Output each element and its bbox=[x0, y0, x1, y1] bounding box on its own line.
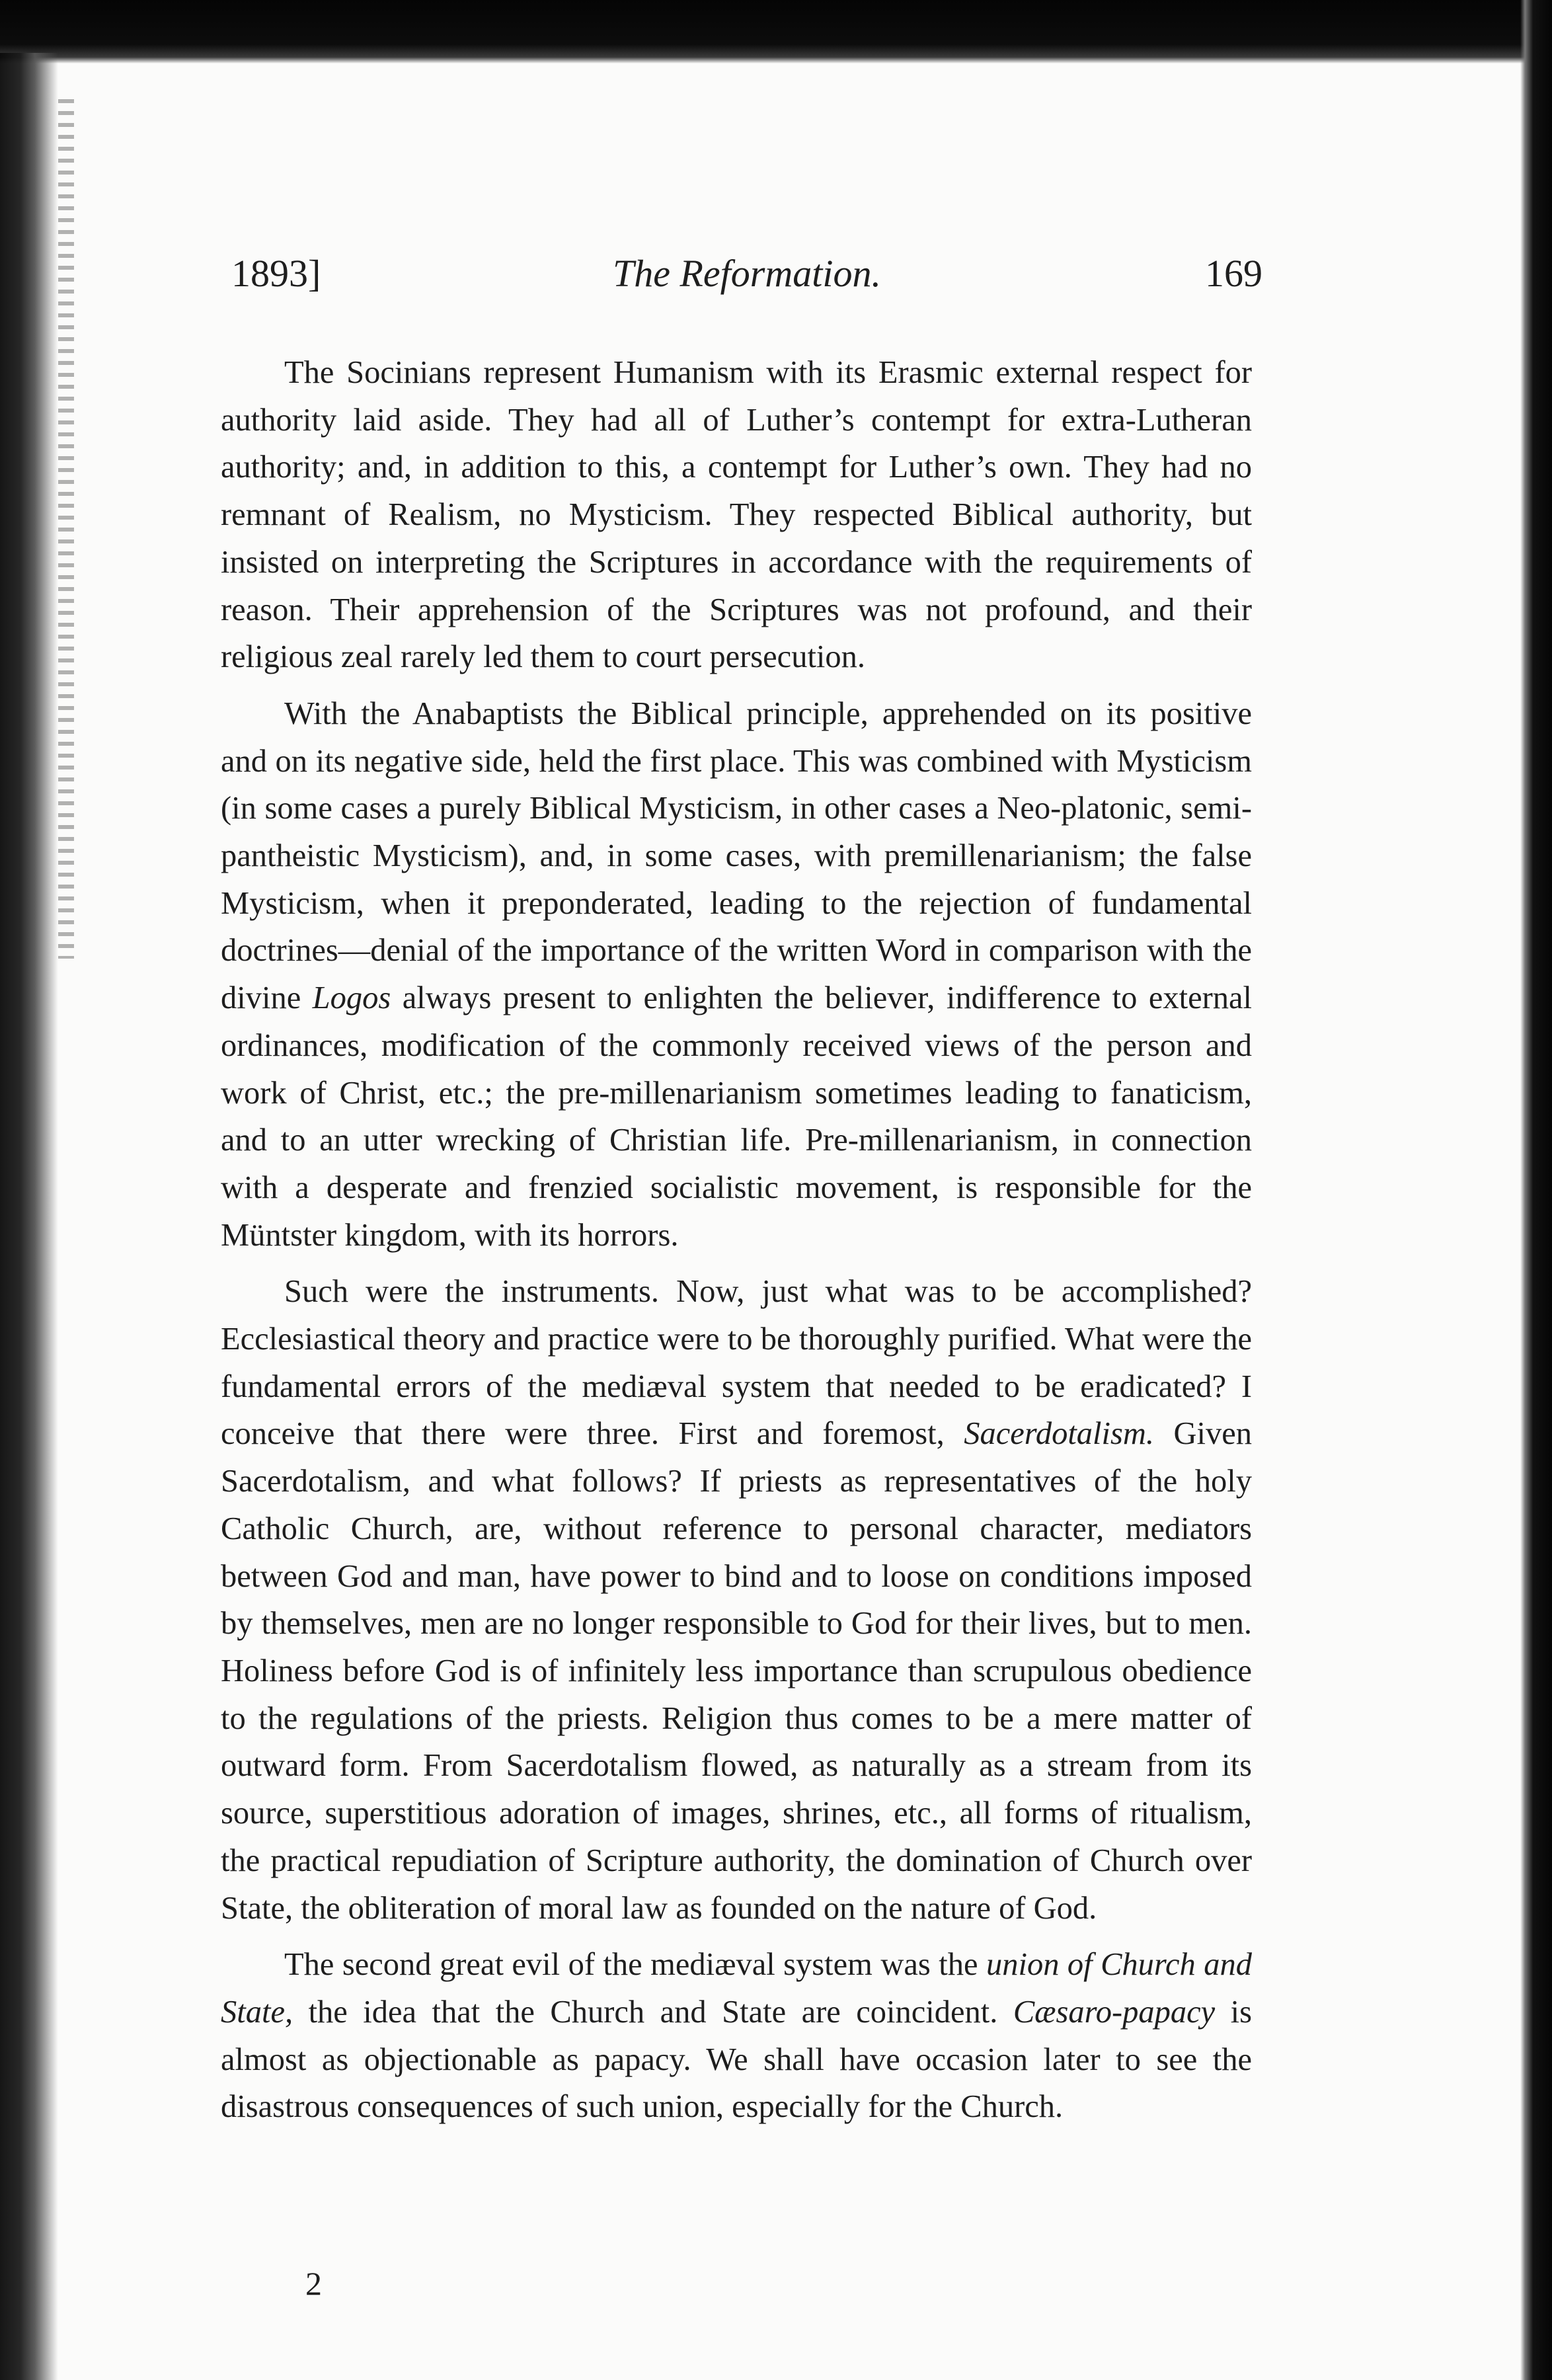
page-number: 169 bbox=[1205, 252, 1262, 295]
italic-segment: union of Church and State, bbox=[221, 1947, 1252, 2030]
text-segment: With the Anabaptists the Biblical principle, apprehended on its positive and on its negative side, held the first place. This was combined with Mysticism (in some cases a purely Biblical Mysticism, in other cases a Neo-platonic, semi-pantheistic Mysticism), and, in some cases, with premillenarianism; the false Mysticism, when it preponderated, leading to the rejection of fundamental doctrines—denial of the importance of the written Word in comparison with the divine bbox=[221, 695, 1252, 1016]
text-segment: always present to enlighten the believer, indifference to external ordinances, modification of the commonly received views of the person and work of Christ, etc.; the pre-millenarianism sometimes leading to fanaticism, and to an utter wrecking of Christian life. Pre-millenarianism, in connection with a desperate and frenzied socialistic movement, is responsible for the Müntster kingdom, with its horrors. bbox=[221, 980, 1252, 1253]
scan-binding-shadow bbox=[58, 99, 74, 959]
running-header bbox=[231, 251, 1262, 304]
running-title: The Reformation. bbox=[613, 252, 881, 295]
text-segment: The second great evil of the mediæval system was the bbox=[284, 1947, 986, 1983]
italic-segment: Logos bbox=[312, 980, 391, 1016]
italic-segment: Cæsaro-papacy bbox=[1013, 1994, 1216, 2030]
body-text bbox=[221, 349, 1252, 2131]
paragraph-socinians bbox=[221, 349, 1252, 681]
text-segment: Given Sacerdotalism, and what follows? If priests as representatives of the holy Catholic Church, are, without reference to personal character, mediators between God and man, have power to bind and to loose on conditions imposed by themselves, men are no longer responsible to God for their lives, but to men. Holiness before God is of infinitely less importance than scrupulous obedience to the regulations of the priests. Religion thus comes to be a mere matter of outward form. From Sacerdotalism flowed, as naturally as a stream from its source, superstitious adoration of images, shrines, etc., all forms of ritualism, the practical repudiation of Scripture authority, the domination of Church over State, the obliteration of moral law as founded on the nature of God. bbox=[221, 1416, 1252, 1926]
scan-right-edge bbox=[1520, 0, 1552, 2380]
italic-segment: Sacerdotalism. bbox=[964, 1416, 1155, 1452]
text-segment: is almost as objectionable as papacy. We shall have occasion later to see the disastrous consequences of such union, especially for the Church. bbox=[221, 1994, 1252, 2125]
paragraph-anabaptists bbox=[221, 690, 1252, 1259]
text-segment: The Socinians represent Humanism with its Erasmic external respect for authority laid aside. They had all of Luther’s contempt for extra-Lutheran authority; and, in addition to this, a contempt for Luther’s own. They had no remnant of Realism, no Mysticism. They respected Biblical authority, but insisted on interpreting the Scriptures in accordance with the requirements of reason. Their apprehension of the Scriptures was not profound, and their religious zeal rarely led them to court persecution. bbox=[221, 355, 1252, 675]
scan-top-edge bbox=[0, 0, 1552, 63]
signature-mark: 2 bbox=[305, 2265, 322, 2302]
header-year: 1893] bbox=[231, 252, 321, 295]
paragraph-church-and-state bbox=[221, 1941, 1252, 2131]
text-segment: the idea that the Church and State are coincident. bbox=[293, 1994, 1013, 2030]
scan-left-edge bbox=[0, 53, 58, 2380]
paragraph-sacerdotalism bbox=[221, 1268, 1252, 1932]
text-segment: Such were the instruments. Now, just what was to be accomplished? Ecclesiastical theory and practice were to be thoroughly purified. What were the fundamental errors of the mediæval system that needed to be eradicated? I conceive that there were three. First and foremost, bbox=[221, 1274, 1252, 1452]
